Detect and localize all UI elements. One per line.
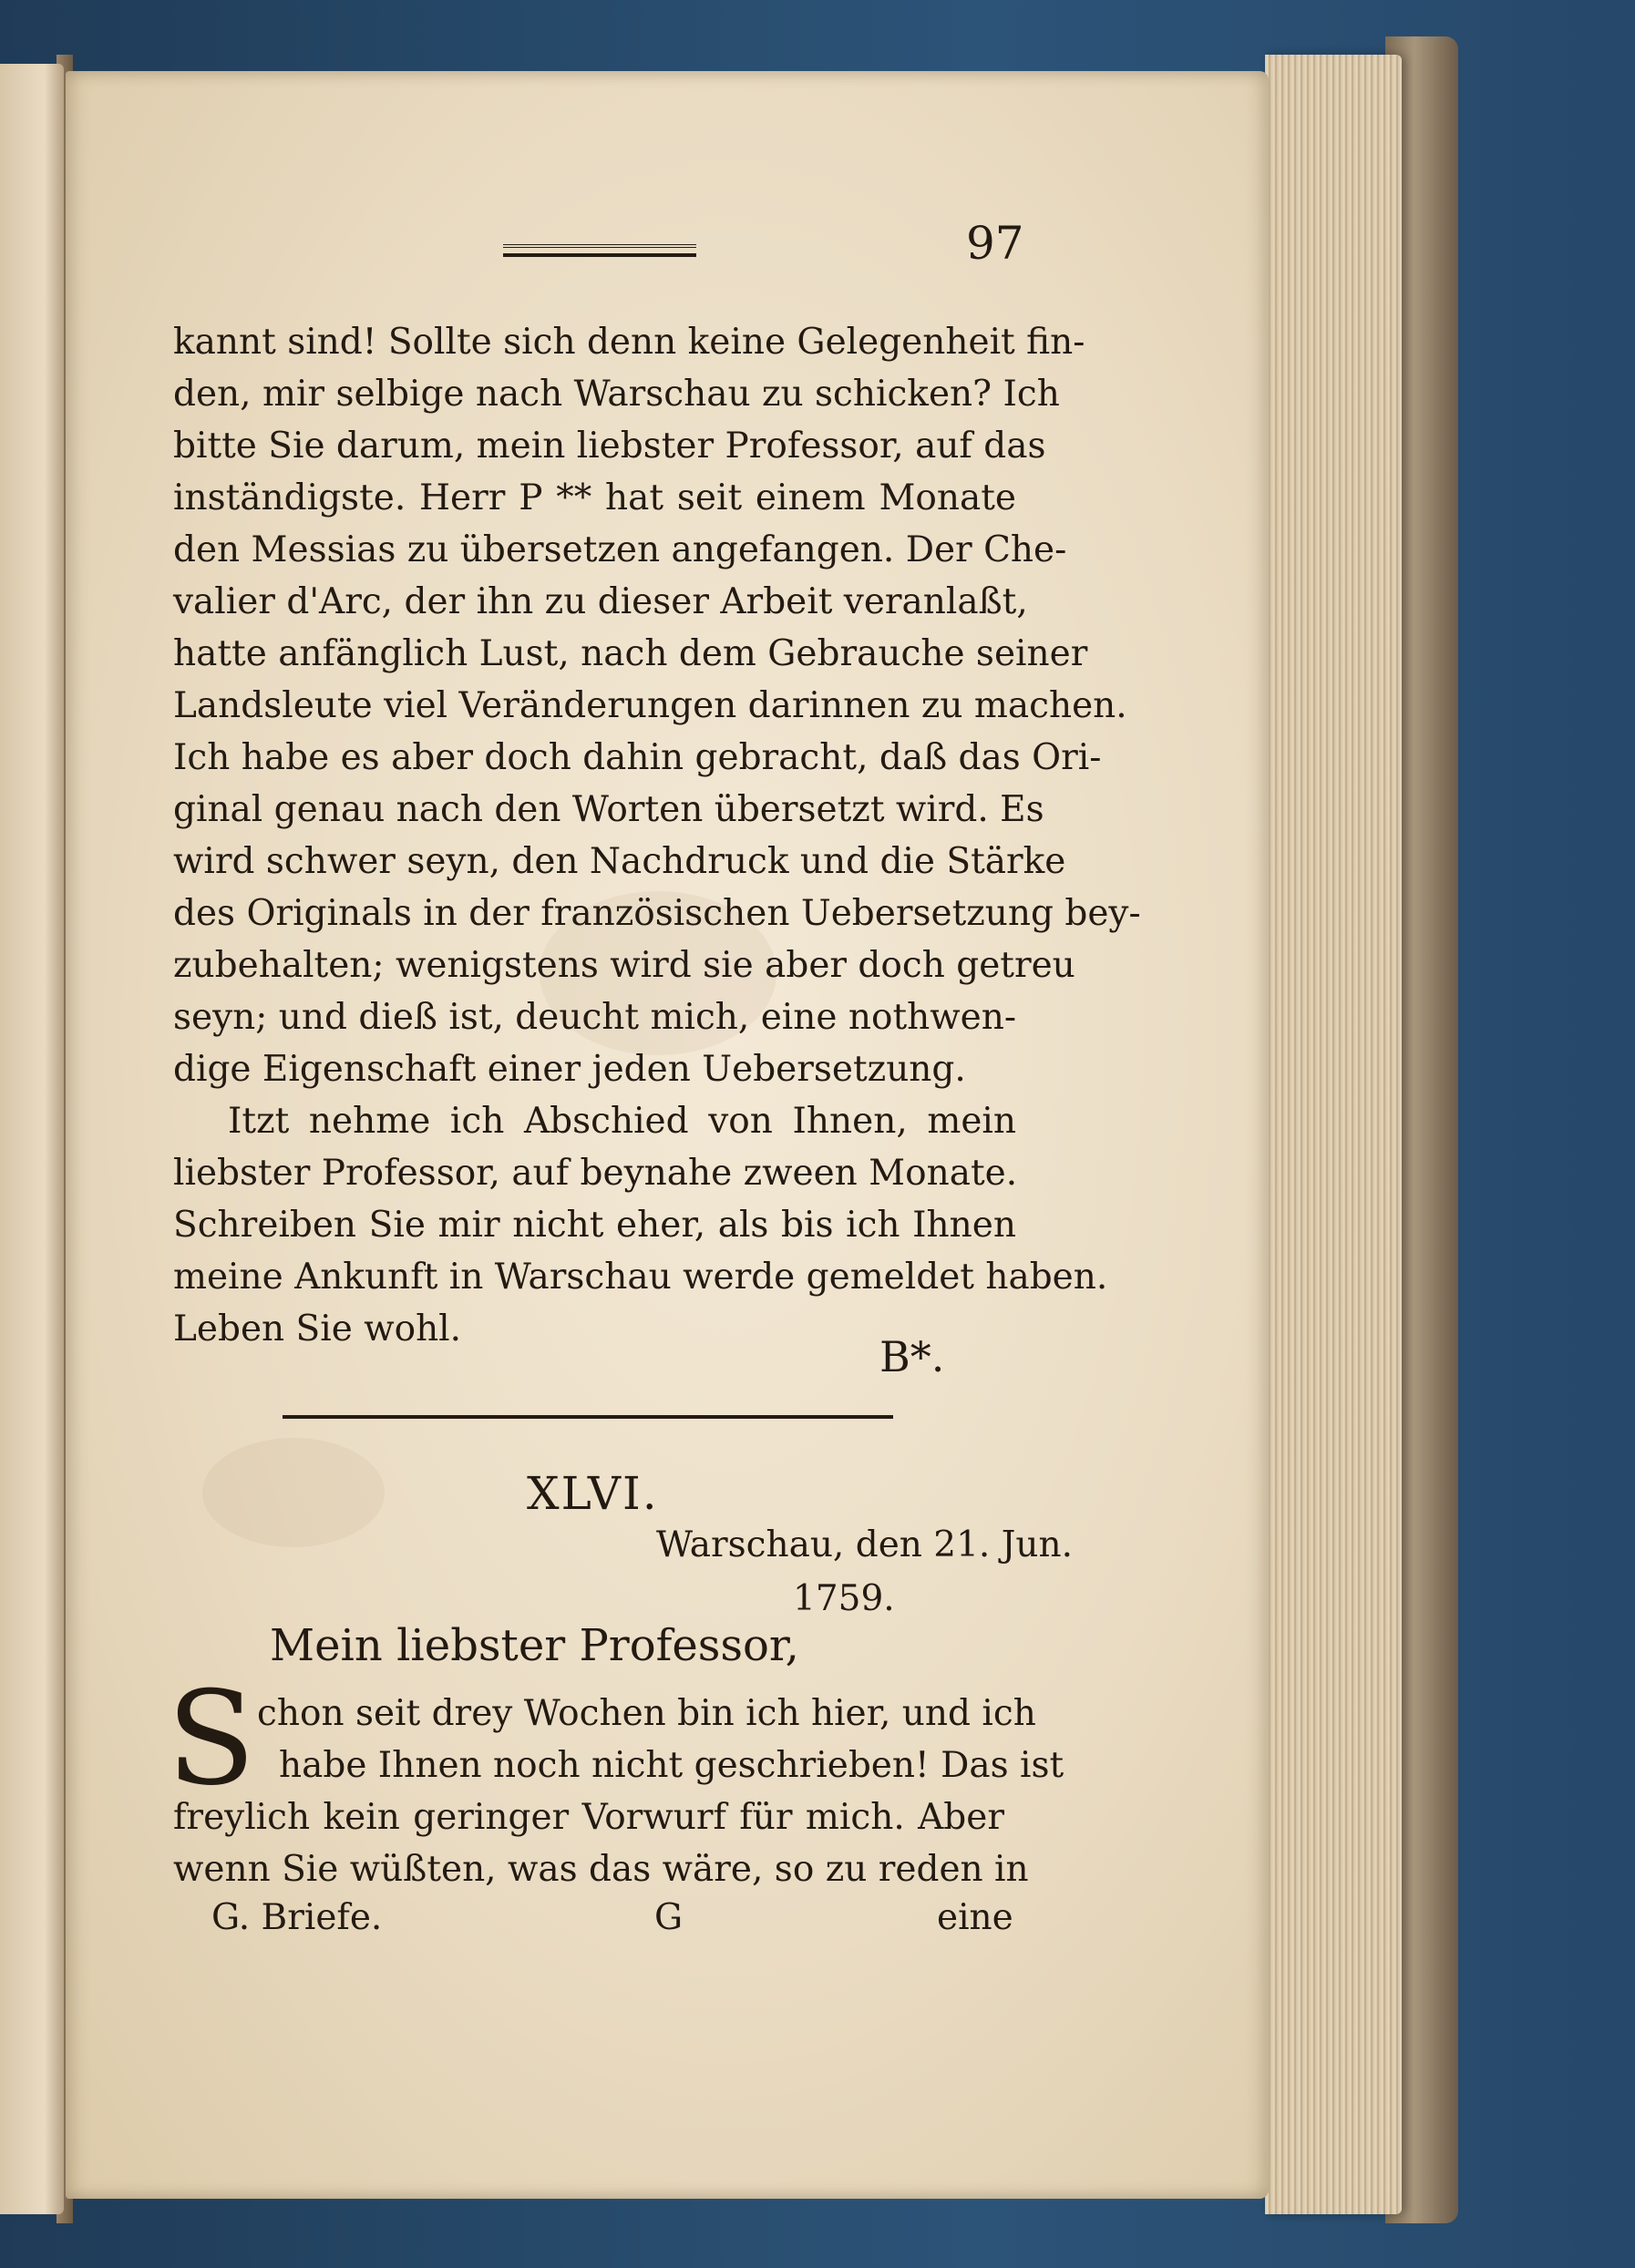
letter-line: wenn Sie wüßten, was das wäre, so zu reden in — [173, 1849, 1029, 1890]
body-line: ginal genau nach den Worten übersetzt wird. Es — [173, 789, 1044, 830]
body-line: meine Ankunft in Warschau werde gemeldet haben. — [173, 1257, 1108, 1298]
body-line: hatte anfänglich Lust, nach dem Gebrauche seiner — [173, 633, 1088, 674]
body-line: Schreiben Sie mir nicht eher, als bis ich Ihnen — [173, 1205, 1016, 1246]
body-line: Leben Sie wohl. — [173, 1308, 462, 1350]
signature-mark: G. Briefe. — [211, 1897, 383, 1938]
body-line: des Originals in der französischen Uebersetzung bey- — [173, 893, 1141, 934]
letter-number: XLVI. — [527, 1467, 659, 1520]
gathering-mark: G — [654, 1897, 684, 1938]
page-number: 97 — [966, 217, 1024, 270]
place-date: Warschau, den 21. Jun. — [656, 1524, 1073, 1565]
body-line: den Messias zu übersetzen angefangen. Der Che- — [173, 529, 1067, 570]
body-line: kannt sind! Sollte sich denn keine Gelegenheit fin- — [173, 322, 1085, 363]
facing-page — [0, 64, 64, 2214]
letter-signature: B*. — [879, 1332, 945, 1381]
catchword: eine — [937, 1897, 1013, 1938]
body-line: zubehalten; wenigstens wird sie aber doch getreu — [173, 945, 1075, 986]
letter-year: 1759. — [793, 1578, 895, 1619]
salutation: Mein liebster Professor, — [270, 1620, 799, 1671]
body-line: Itzt nehme ich Abschied von Ihnen, mein — [228, 1101, 1016, 1142]
letter-line: chon seit drey Wochen bin ich hier, und ich — [257, 1693, 1036, 1734]
running-head-rule — [503, 244, 696, 257]
body-line: den, mir selbige nach Warschau zu schicken? Ich — [173, 374, 1060, 415]
body-line: inständigste. Herr P ** hat seit einem Monate — [173, 477, 1016, 518]
body-line: liebster Professor, auf beynahe zween Monate. — [173, 1153, 1018, 1194]
section-divider — [283, 1415, 893, 1419]
letter-line: habe Ihnen noch nicht geschrieben! Das ist — [279, 1745, 1064, 1786]
body-line: valier d'Arc, der ihn zu dieser Arbeit veranlaßt, — [173, 581, 1028, 622]
body-line: Landsleute viel Veränderungen darinnen zu machen. — [173, 685, 1127, 726]
paper-stain — [202, 1438, 385, 1547]
body-line: Ich habe es aber doch dahin gebracht, daß das Ori- — [173, 737, 1102, 778]
page-edges — [1265, 55, 1402, 2214]
drop-cap: S — [167, 1664, 256, 1814]
body-line: seyn; und dieß ist, deucht mich, eine nothwen- — [173, 997, 1016, 1038]
body-line: wird schwer seyn, den Nachdruck und die Stärke — [173, 841, 1066, 882]
body-line: dige Eigenschaft einer jeden Uebersetzung. — [173, 1049, 966, 1090]
letter-line: freylich kein geringer Vorwurf für mich. Aber — [173, 1797, 1004, 1838]
body-line: bitte Sie darum, mein liebster Professor, auf das — [173, 426, 1046, 467]
